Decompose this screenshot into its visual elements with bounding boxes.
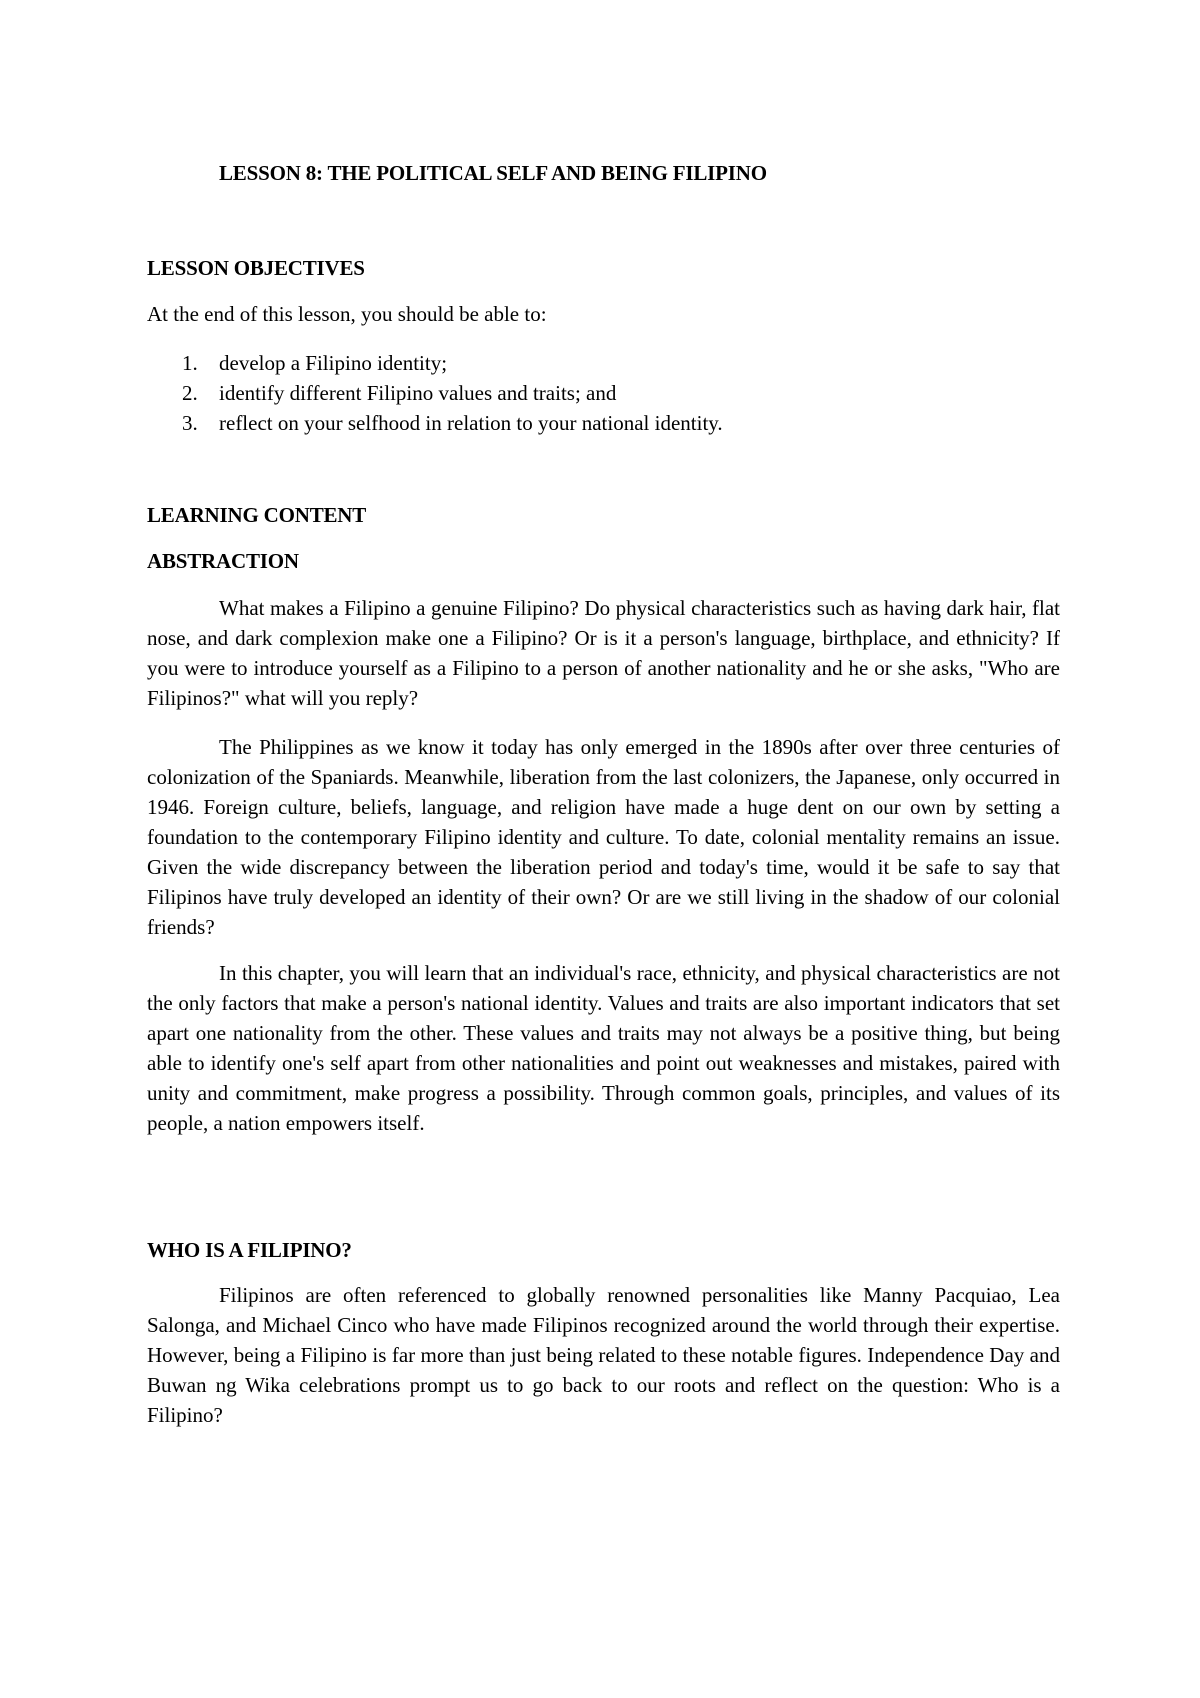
- abstraction-paragraph: The Philippines as we know it today has only emerged in the 1890s after over three centuries of colonization of the Spaniards. Meanwhile, liberation from the last colonizers, the Japanese, only occurred in 1946. Foreign culture, beliefs, language, and religion have made a huge dent on our own by setting a foundation to the contemporary Filipino identity and culture. To date, colonial mentality remains an issue. Given the wide discrepancy between the liberation period and today's time, would it be safe to say that Filipinos have truly developed an identity of their own? Or are we still living in the shadow of our colonial friends?: [147, 735, 1060, 939]
- objective-number: 1.: [182, 351, 198, 375]
- objective-item: [147, 348, 723, 378]
- learning-content-heading: LEARNING CONTENT: [147, 503, 367, 527]
- objectives-intro: At the end of this lesson, you should be able to:: [147, 302, 547, 326]
- objective-item: [147, 408, 723, 438]
- objectives-heading: LESSON OBJECTIVES: [147, 256, 365, 280]
- abstraction-paragraph: In this chapter, you will learn that an individual's race, ethnicity, and physical characteristics are not the only factors that make a person's national identity. Values and traits are also important indicators that set apart one nationality from the other. These values and traits may not always be a positive thing, but being able to identify one's self apart from other nationalities and point out weaknesses and mistakes, paired with unity and commitment, make progress a possibility. Through common goals, principles, and values of its people, a nation empowers itself.: [147, 961, 1060, 1135]
- abstraction-heading: ABSTRACTION: [147, 549, 299, 573]
- lesson-title: LESSON 8: THE POLITICAL SELF AND BEING FILIPINO: [219, 161, 767, 185]
- objective-number: 2.: [182, 381, 198, 405]
- objective-text: reflect on your selfhood in relation to your national identity.: [219, 411, 723, 435]
- who-is-a-filipino-heading: WHO IS A FILIPINO?: [147, 1238, 352, 1262]
- objective-text: develop a Filipino identity;: [219, 351, 448, 375]
- abstraction-paragraph: What makes a Filipino a genuine Filipino? Do physical characteristics such as having dark hair, flat nose, and dark complexion make one a Filipino? Or is it a person's language, birthplace, and ethnicity? If you were to introduce yourself as a Filipino to a person of another nationality and he or she asks, "Who are Filipinos?" what will you reply?: [147, 596, 1060, 710]
- objectives-list: [147, 348, 723, 438]
- objective-number: 3.: [182, 411, 198, 435]
- objective-text: identify different Filipino values and traits; and: [219, 381, 617, 405]
- who-is-a-filipino-paragraph: Filipinos are often referenced to globally renowned personalities like Manny Pacquiao, Lea Salonga, and Michael Cinco who have made Filipinos recognized around the world through their expertise. However, being a Filipino is far more than just being related to these notable figures. Independence Day and Buwan ng Wika celebrations prompt us to go back to our roots and reflect on the question: Who is a Filipino?: [147, 1283, 1060, 1427]
- objective-item: [147, 378, 723, 408]
